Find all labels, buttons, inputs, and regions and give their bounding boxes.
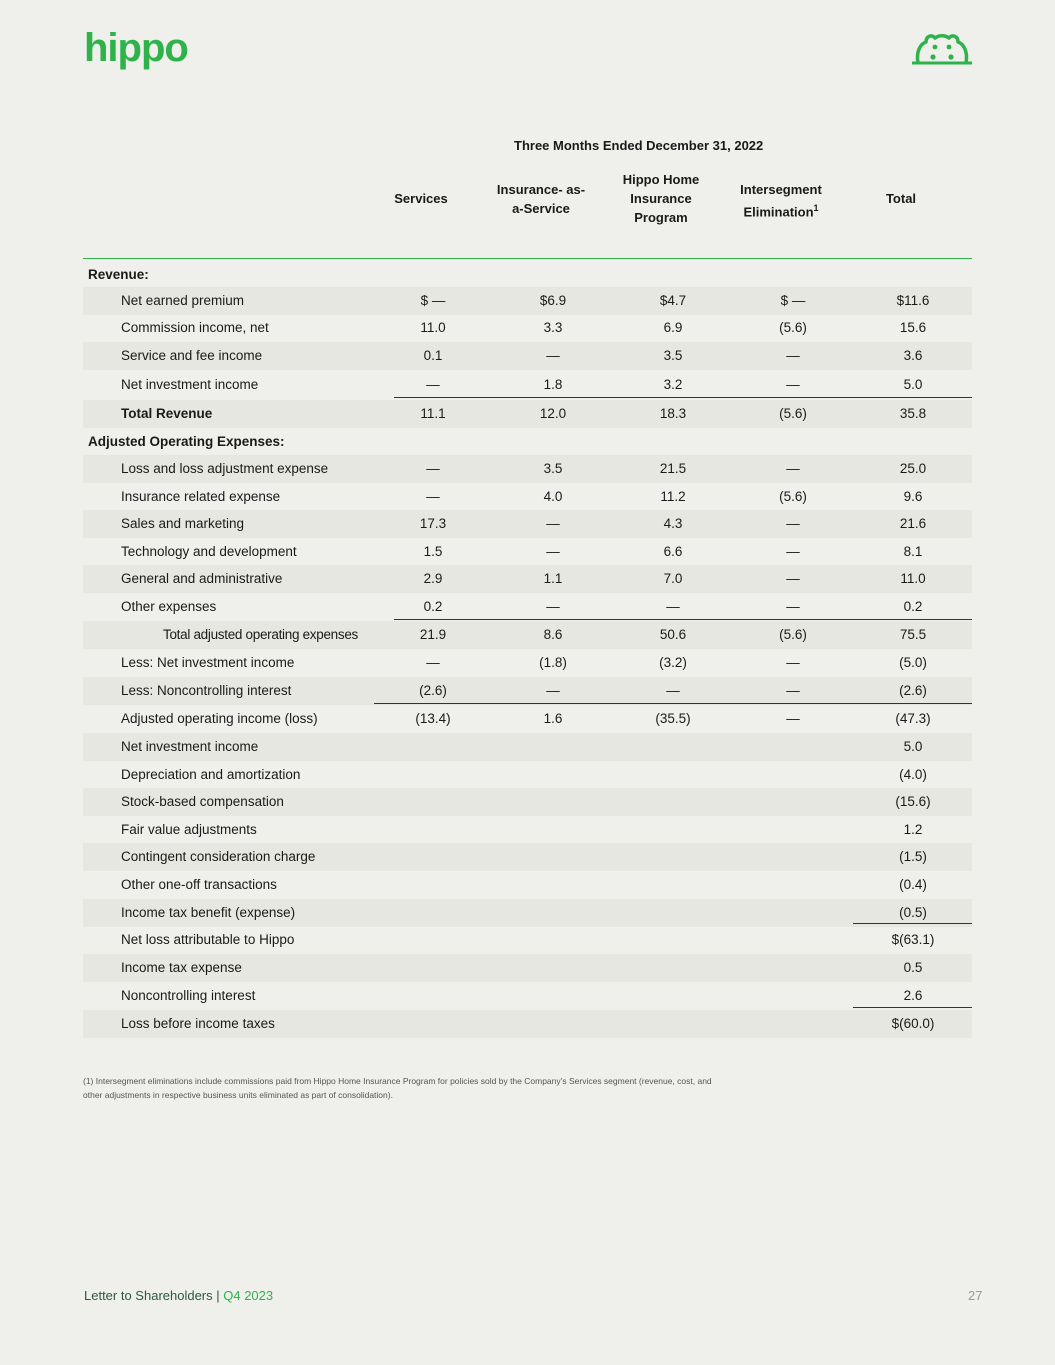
row-value: 6.9 xyxy=(663,320,683,335)
hippo-logo: hippo xyxy=(84,26,188,70)
row-label: Insurance related expense xyxy=(121,489,281,504)
column-header-line: Insurance xyxy=(630,191,692,206)
row-value: 2.9 xyxy=(423,571,443,586)
row-value: 1.5 xyxy=(423,544,443,559)
row-value: 1.1 xyxy=(543,571,563,586)
row-value: (2.6) xyxy=(419,683,447,698)
row-value: — xyxy=(666,599,680,614)
table-row xyxy=(83,400,972,428)
row-value: 21.6 xyxy=(899,516,927,531)
row-value: (35.5) xyxy=(655,711,691,726)
row-value: — xyxy=(426,655,440,670)
subtotal-rule xyxy=(394,397,972,398)
row-label: Service and fee income xyxy=(121,348,263,363)
row-label: Net investment income xyxy=(121,739,259,754)
column-header-line: Total xyxy=(885,191,917,206)
row-value: 7.0 xyxy=(663,571,683,586)
row-value: (0.5) xyxy=(899,905,927,920)
table-row xyxy=(83,733,972,761)
table-row xyxy=(83,761,972,789)
table-row xyxy=(83,510,972,538)
row-label: Net loss attributable to Hippo xyxy=(121,932,295,947)
row-value: 0.5 xyxy=(903,960,923,975)
row-label: Less: Noncontrolling interest xyxy=(121,683,292,698)
column-header-line: a-Service xyxy=(512,201,570,216)
column-header-line: Hippo Home xyxy=(622,172,700,187)
footer-title: Letter to Shareholders | xyxy=(84,1288,224,1303)
row-value: — xyxy=(546,544,560,559)
column-header-3 xyxy=(611,170,711,227)
row-value: 17.3 xyxy=(419,516,447,531)
row-value: 3.5 xyxy=(663,348,683,363)
row-value: 25.0 xyxy=(899,461,927,476)
row-value: — xyxy=(786,544,800,559)
row-label: Less: Net investment income xyxy=(121,655,295,670)
row-label: Loss before income taxes xyxy=(121,1016,275,1031)
table-row xyxy=(83,538,972,566)
table-row xyxy=(83,816,972,844)
row-value: (13.4) xyxy=(415,711,451,726)
footnote-marker: 1 xyxy=(813,203,819,213)
table-row xyxy=(83,788,972,816)
row-value: (1.5) xyxy=(899,849,927,864)
row-value: 8.1 xyxy=(903,544,923,559)
row-label: Income tax benefit (expense) xyxy=(121,905,296,920)
table-row xyxy=(83,677,972,705)
column-header-line: Elimination$^1$ xyxy=(743,203,819,220)
row-value: (5.0) xyxy=(899,655,927,670)
table-row xyxy=(83,342,972,370)
row-value: 21.9 xyxy=(419,627,447,642)
subtotal-rule xyxy=(853,923,972,924)
row-label: Loss and loss adjustment expense xyxy=(121,461,329,476)
row-value: 0.2 xyxy=(423,599,443,614)
header-divider xyxy=(83,258,972,259)
table-row xyxy=(83,926,972,954)
row-value: — xyxy=(546,348,560,363)
row-value: 11.1 xyxy=(420,406,446,421)
row-label: Income tax expense xyxy=(121,960,242,975)
row-value: — xyxy=(786,571,800,586)
row-value: — xyxy=(786,683,800,698)
row-value: (4.0) xyxy=(899,767,927,782)
row-value: $(60.0) xyxy=(891,1016,935,1031)
row-value: 3.3 xyxy=(543,320,563,335)
table-row xyxy=(83,843,972,871)
row-value: — xyxy=(426,377,440,392)
row-value: 11.0 xyxy=(420,320,446,335)
row-value: — xyxy=(786,516,800,531)
column-header-2 xyxy=(486,180,596,218)
row-value: — xyxy=(786,377,800,392)
row-value: 3.5 xyxy=(543,461,563,476)
row-value: 4.3 xyxy=(663,516,683,531)
row-value: 75.5 xyxy=(899,627,927,642)
row-value: — xyxy=(786,599,800,614)
row-label: Depreciation and amortization xyxy=(121,767,301,782)
hippo-face-icon xyxy=(908,30,976,66)
row-value: — xyxy=(426,461,440,476)
row-label: Total adjusted operating expenses xyxy=(163,627,358,642)
page-footer xyxy=(84,1288,273,1303)
row-value: (2.6) xyxy=(899,683,927,698)
table-row xyxy=(83,649,972,677)
row-label: Technology and development xyxy=(121,544,297,559)
table-row xyxy=(83,261,972,289)
table-row xyxy=(83,593,972,621)
row-value: 11.0 xyxy=(900,571,926,586)
column-header-line: Program xyxy=(634,210,688,225)
row-value: — xyxy=(546,599,560,614)
row-label: Contingent consideration charge xyxy=(121,849,316,864)
column-header-1 xyxy=(376,189,466,208)
row-value: 1.2 xyxy=(903,822,923,837)
table-row xyxy=(83,371,972,399)
column-header-line: Intersegment xyxy=(740,182,822,197)
row-value: (5.6) xyxy=(779,627,807,642)
table-row xyxy=(83,899,972,927)
row-value: (5.6) xyxy=(779,320,807,335)
row-value: 0.1 xyxy=(423,348,443,363)
row-value: 6.6 xyxy=(663,544,683,559)
row-label: Adjusted operating income (loss) xyxy=(121,711,318,726)
row-value: $ — xyxy=(780,293,806,308)
table-row xyxy=(83,455,972,483)
row-value: 50.6 xyxy=(659,627,687,642)
subtotal-rule xyxy=(374,703,972,704)
row-value: (15.6) xyxy=(895,794,931,809)
row-value: $ — xyxy=(420,293,446,308)
table-row xyxy=(83,428,972,456)
row-value: (47.3) xyxy=(895,711,931,726)
table-row xyxy=(83,565,972,593)
column-header-5 xyxy=(861,189,941,208)
row-label: Total Revenue xyxy=(121,406,213,421)
row-label: Fair value adjustments xyxy=(121,822,257,837)
row-value: — xyxy=(426,489,440,504)
row-value: — xyxy=(786,711,800,726)
row-value: 8.6 xyxy=(543,627,563,642)
row-value: 12.0 xyxy=(539,406,567,421)
footer-quarter: Q4 2023 xyxy=(223,1288,274,1303)
row-value: 5.0 xyxy=(903,377,923,392)
table-row xyxy=(83,871,972,899)
row-label: Stock-based compensation xyxy=(121,794,284,809)
row-value: (5.6) xyxy=(779,489,807,504)
table-row xyxy=(83,1010,972,1038)
table-row xyxy=(83,287,972,315)
row-value: $11.6 xyxy=(896,293,930,308)
row-value: — xyxy=(546,683,560,698)
column-header-line: Services xyxy=(394,191,448,206)
column-header-line: Insurance- as- xyxy=(496,182,586,197)
row-value: (3.2) xyxy=(659,655,687,670)
row-label: General and administrative xyxy=(121,571,283,586)
row-value: 9.6 xyxy=(903,489,923,504)
subtotal-rule xyxy=(853,1007,972,1008)
row-value: $4.7 xyxy=(659,293,687,308)
row-label: Net investment income xyxy=(121,377,259,392)
table-row xyxy=(83,982,972,1010)
row-value: 0.2 xyxy=(903,599,923,614)
row-value: 3.6 xyxy=(903,348,923,363)
row-value: 1.8 xyxy=(543,377,563,392)
row-value: (0.4) xyxy=(899,877,927,892)
page-number: 27 xyxy=(968,1288,983,1303)
row-value: — xyxy=(786,655,800,670)
table-row xyxy=(83,705,972,733)
table-row xyxy=(83,954,972,982)
row-value: (5.6) xyxy=(779,406,807,421)
row-value: 15.6 xyxy=(899,320,927,335)
row-label: Revenue: xyxy=(88,267,149,282)
row-value: 21.5 xyxy=(659,461,687,476)
row-value: (1.8) xyxy=(539,655,567,670)
row-value: 35.8 xyxy=(899,406,927,421)
row-label: Commission income, net xyxy=(121,320,269,335)
table-row xyxy=(83,621,972,649)
row-value: 3.2 xyxy=(663,377,683,392)
column-header-4 xyxy=(726,180,836,221)
row-value: 2.6 xyxy=(903,988,923,1003)
row-value: 1.6 xyxy=(543,711,563,726)
row-value: $6.9 xyxy=(539,293,567,308)
row-label: Adjusted Operating Expenses: xyxy=(88,434,285,449)
table-row xyxy=(83,314,972,342)
row-value: 18.3 xyxy=(659,406,687,421)
footnote: (1) Intersegment eliminations include commissions paid from Hippo Home Insurance Program for policies sold by the Company’s Services segment (revenue, cost, and other adjustments in respective business units eliminated as part of consolidation). xyxy=(83,1076,712,1100)
row-label: Net earned premium xyxy=(121,293,245,308)
row-value: 11.2 xyxy=(660,489,686,504)
subtotal-rule xyxy=(394,619,972,620)
table-row xyxy=(83,483,972,511)
row-value: — xyxy=(546,516,560,531)
row-value: — xyxy=(786,348,800,363)
row-label: Noncontrolling interest xyxy=(121,988,256,1003)
row-label: Other one-off transactions xyxy=(121,877,277,892)
table-period-header: Three Months Ended December 31, 2022 xyxy=(514,138,764,153)
row-label: Other expenses xyxy=(121,599,217,614)
row-label: Sales and marketing xyxy=(121,516,245,531)
row-value: 5.0 xyxy=(903,739,923,754)
row-value: — xyxy=(786,461,800,476)
row-value: $(63.1) xyxy=(891,932,935,947)
row-value: — xyxy=(666,683,680,698)
row-value: 4.0 xyxy=(543,489,563,504)
